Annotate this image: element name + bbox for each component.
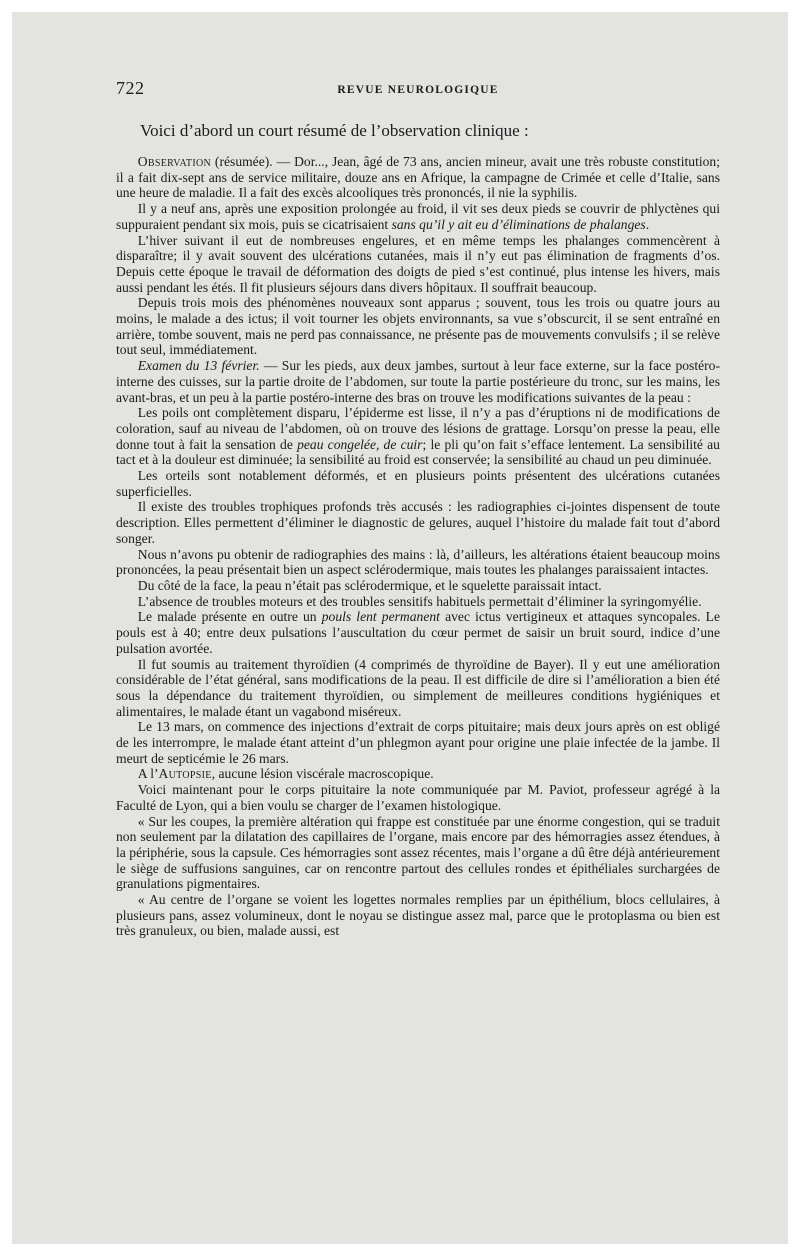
paragraph-text: Les orteils sont notablement déformés, et en plusieurs points présentent des ulcérations cutanées superficielles.: [116, 468, 720, 499]
paragraph: [116, 468, 720, 499]
paragraph: [116, 814, 720, 893]
paragraph: [116, 499, 720, 546]
lead-small-caps: Observation: [137, 154, 212, 169]
paragraph-text: , aucune lésion viscérale macroscopique.: [211, 766, 434, 782]
paragraph-text: Voici maintenant pour le corps pituitaire la note communiquée par M. Paviot, professeur agrégé à la Faculté de Lyon, qui a bien voulu se charger de l’examen histologique.: [116, 782, 720, 813]
paragraph: [116, 594, 720, 610]
paragraph-text: Il fut soumis au traitement thyroïdien (4 comprimés de thyroïdine de Bayer). Il y eut une amélioration considérable de l’état général, sans modifications de la peau. Il est difficile de dire si l’amélioration a bien été sous la dépendance du traitement thyroïdien, ou simplement de meilleures conditions hygiéniques et alimentaires, le malade étant un vagabond miséreux.: [116, 656, 720, 719]
paragraph: [116, 609, 720, 656]
paragraph-text: — Sur les pieds, aux deux jambes, surtout à leur face externe, sur la face postéro-interne des cuisses, sur la partie droite de l’abdomen, sur toute la partie postérieure du tronc, sur les mains, les avant-bras, et un peu à la partie postéro-interne des bras on trouve les modifications suivantes de la peau :: [116, 358, 720, 405]
paragraph-text: « Au centre de l’organe se voient les logettes normales remplies par un épithélium, blocs cellulaires, à plusieurs pans, assez volumineux, dont le noyau se distingue assez mal, parce que le protoplasma ou bien est très granuleux, ou bien, malade aussi, est: [116, 892, 720, 939]
page-header: [116, 78, 720, 106]
paragraph-text: Il existe des troubles trophiques profonds très accusés : les radiographies ci-jointes dispensent de toute description. Elles permettent d’éliminer le diagnostic de gelures, auquel l’histoire du malade fait tout d’abord songer.: [116, 499, 720, 546]
paragraph-emphasis-lead: Examen du 13 février.: [137, 358, 260, 374]
article-body: [116, 154, 720, 939]
paragraph-emphasis: pouls lent permanent: [321, 609, 440, 625]
paragraph: [116, 782, 720, 813]
paragraph: [116, 201, 720, 232]
paragraph-text: Il y a neuf ans, après une exposition prolongée au froid, il vit ses deux pieds se couvrir de phlyctènes qui suppuraient pendant six mois, puis se cicatrisaient: [116, 201, 720, 232]
paragraph-text: Du côté de la face, la peau n’était pas sclérodermique, et le squelette paraissait intact.: [137, 577, 602, 593]
paragraph: [116, 405, 720, 468]
paragraph-text: Les poils ont complètement disparu, l’épiderme est lisse, il n’y a pas d’éruptions ni de modifications de coloration, sauf au niveau de l’abdomen, où on trouve des lésions de grattage. Lorsqu’on presse la peau, elle donne tout à fait la sensation de: [116, 405, 720, 452]
page-number: 722: [116, 78, 145, 98]
paragraph: [116, 578, 720, 594]
paragraph-text: « Sur les coupes, la première altération qui frappe est constituée par une énorme congestion, qui se traduit non seulement par la dilatation des capillaires de l’organe, mais encore par des hémorragies assez étendues, à la périphérie, sous la capsule. Ces hémorragies sont assez récentes, mais l’organe a dû être déjà antérieurement le siège de suffusions sanguines, car on rencontre partout des cellules rondes et épithéliales surchargées de granulations pigmentaires.: [116, 813, 720, 892]
paragraph-emphasis: peau congelée, de cuir: [297, 436, 423, 452]
paragraph: [116, 719, 720, 766]
running-head: REVUE NEUROLOGIQUE: [337, 84, 499, 96]
paragraph-text: (résumée). — Dor..., Jean, âgé de 73 ans, ancien mineur, avait une très robuste constitution; il a fait dix-sept ans de service militaire, douze ans en Afrique, la campagne de Crimée et celle d’Italie, sans une heure de maladie. Il a fait des excès alcooliques très prononcés, il nie la syphilis.: [116, 154, 720, 201]
paragraph-text: L’absence de troubles moteurs et des troubles sensitifs habituels permettait d’éliminer la syringomyélie.: [137, 593, 702, 609]
intro-line: Voici d’abord un court résumé de l’observation clinique :: [140, 121, 529, 140]
paragraph: [116, 657, 720, 720]
paragraph-tail: avec ictus vertigineux et attaques syncopales. Le pouls est à 40; entre deux pulsations l’auscultation du cœur permet de saisir un bruit sourd, indice d’une pulsation avortée.: [116, 609, 721, 656]
paragraph: [116, 295, 720, 358]
paragraph-text: Le malade présente en outre un: [137, 609, 322, 625]
paragraph-text: L’hiver suivant il eut de nombreuses engelures, et en même temps les phalanges commencèrent à disparaître; il y avait souvent des ulcérations cutanées, mais il n’y eut pas élimination de fragments d’os. Depuis cette époque le travail de déformation des doigts de pied s’est continué, plus intense les hivers, mais aussi pendant les étés. Il fit plusieurs séjours dans divers hôpitaux. Il souffrait beaucoup.: [116, 232, 720, 295]
paragraph: [116, 892, 720, 939]
paragraph: [116, 766, 720, 782]
lead-small-caps: Autopsie: [158, 766, 212, 782]
paragraph-text: Le 13 mars, on commence des injections d’extrait de corps pituitaire; mais deux jours après on est obligé de les interrompre, le malade étant atteint d’un phlegmon ayant pour origine une plaie infectée de la jambe. Il meurt de septicémie le 26 mars.: [116, 719, 720, 766]
paragraph-text: Nous n’avons pu obtenir de radiographies des mains : là, d’ailleurs, les altérations étaient beaucoup moins prononcées, la peau présentait bien un aspect sclérodermique, mais toutes les phalanges paraissaient intactes.: [116, 546, 720, 578]
paragraph: [116, 154, 720, 201]
paragraph-tail: ; le pli qu’on fait s’efface lentement. La sensibilité au tact et à la douleur est diminuée; la sensibilité au froid est conservée; la sensibilité au chaud un peu diminuée.: [116, 436, 720, 468]
paragraph-tail: .: [645, 216, 650, 232]
paragraph-text: Depuis trois mois des phénomènes nouveaux sont apparus ; souvent, tous les trois ou quatre jours au moins, le malade a des ictus; il voit tourner les objets environnants, sa vue s’obscurcit, il se sent entraîné en arrière, tombe souvent, mais ne perd pas connaissance, ne présente pas de mouvements convulsifs ; il se relève tout seul, immédiatement.: [116, 295, 720, 358]
paragraph-lead: A l’: [137, 766, 159, 782]
paragraph-emphasis: sans qu’il y ait eu d’éliminations de phalanges: [391, 216, 646, 232]
paragraph: [116, 358, 720, 405]
journal-page: [12, 12, 788, 1244]
paragraph: [116, 233, 720, 296]
paragraph: [116, 547, 720, 578]
